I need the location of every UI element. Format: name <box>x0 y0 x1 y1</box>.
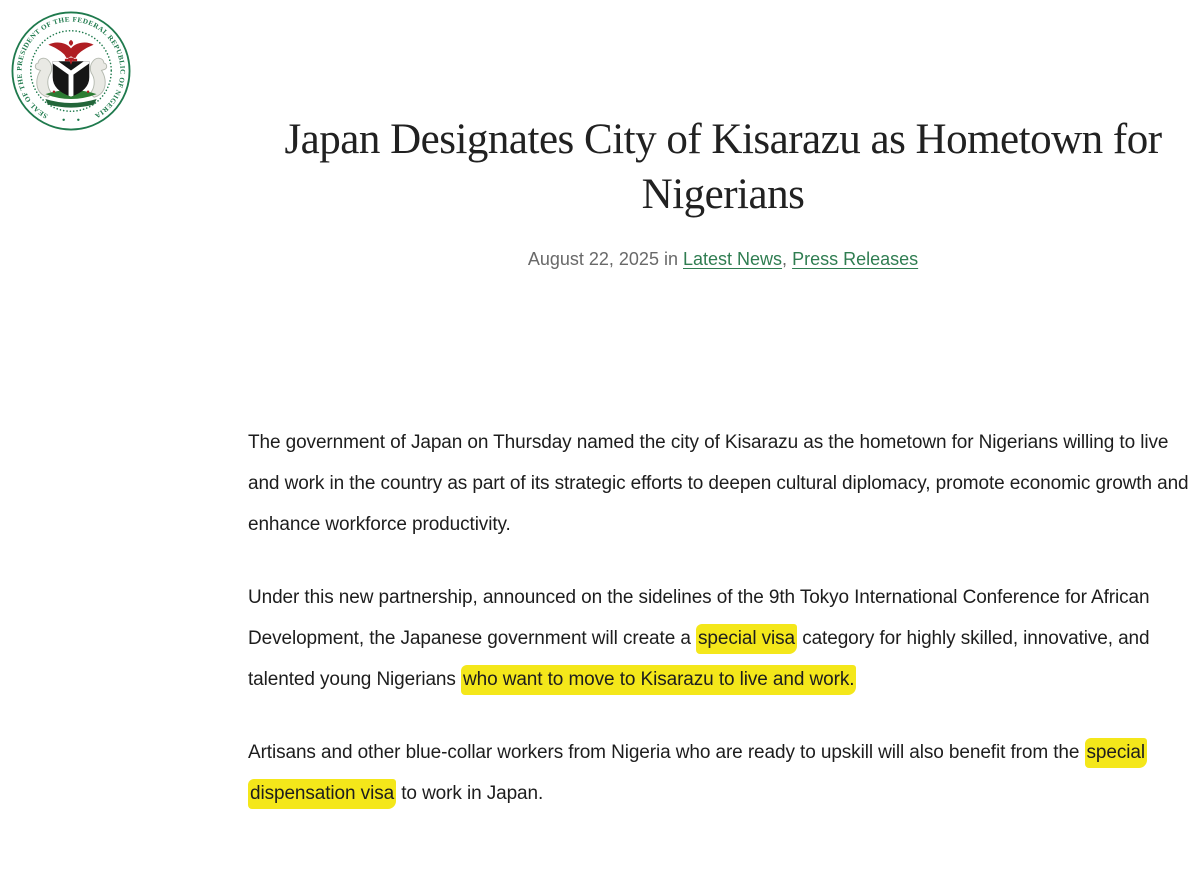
category-separator: , <box>782 249 788 269</box>
content-column <box>248 0 1198 846</box>
presidential-seal-icon <box>10 10 132 132</box>
body-text: Artisans and other blue-collar workers from Nigeria who are ready to upskill will also benefit from the <box>248 742 1085 763</box>
category-link-press-releases[interactable]: Press Releases <box>792 249 919 269</box>
body-text: The government of Japan on Thursday named the city of Kisarazu as the hometown for Nigerians willing to live and work in the country as part of its strategic efforts to deepen cultural diplomacy, promote economic growth and enhance workforce productivity. <box>248 432 1189 535</box>
article-date: August 22, 2025 <box>527 249 659 269</box>
seal-ring-text: SEAL OF THE PRESIDENT OF THE FEDERAL REPUBLIC OF NIGERIA <box>15 15 127 121</box>
article-title: Japan Designates City of Kisarazu as Hometown for Nigerians <box>284 116 1162 218</box>
presidential-seal-logo[interactable] <box>10 10 132 132</box>
highlighted-text: special visa <box>696 624 797 654</box>
paragraph <box>248 422 1198 545</box>
body-text: Under this new partnership, announced on the sidelines of the 9th Tokyo International Conference for African Development, the Japanese government will create a <box>248 587 1150 649</box>
body-text: to work in Japan. <box>396 783 544 804</box>
article-body <box>248 422 1198 814</box>
article-meta <box>248 246 1198 272</box>
highlighted-text: who want to move to Kisarazu to live and work. <box>461 665 856 695</box>
seal-dot-right <box>77 119 79 121</box>
category-link-latest-news[interactable]: Latest News <box>683 249 783 269</box>
seal-dot-left <box>62 119 64 121</box>
paragraph <box>248 577 1198 700</box>
eagle-icon <box>48 40 93 65</box>
motto-banner-icon <box>45 99 96 108</box>
body-text: category for highly skilled, innovative, and talented young Nigerians <box>248 628 1150 690</box>
meta-connector: in <box>663 249 678 269</box>
paragraph <box>248 732 1198 814</box>
highlighted-text: special dispensation visa <box>248 738 1147 809</box>
